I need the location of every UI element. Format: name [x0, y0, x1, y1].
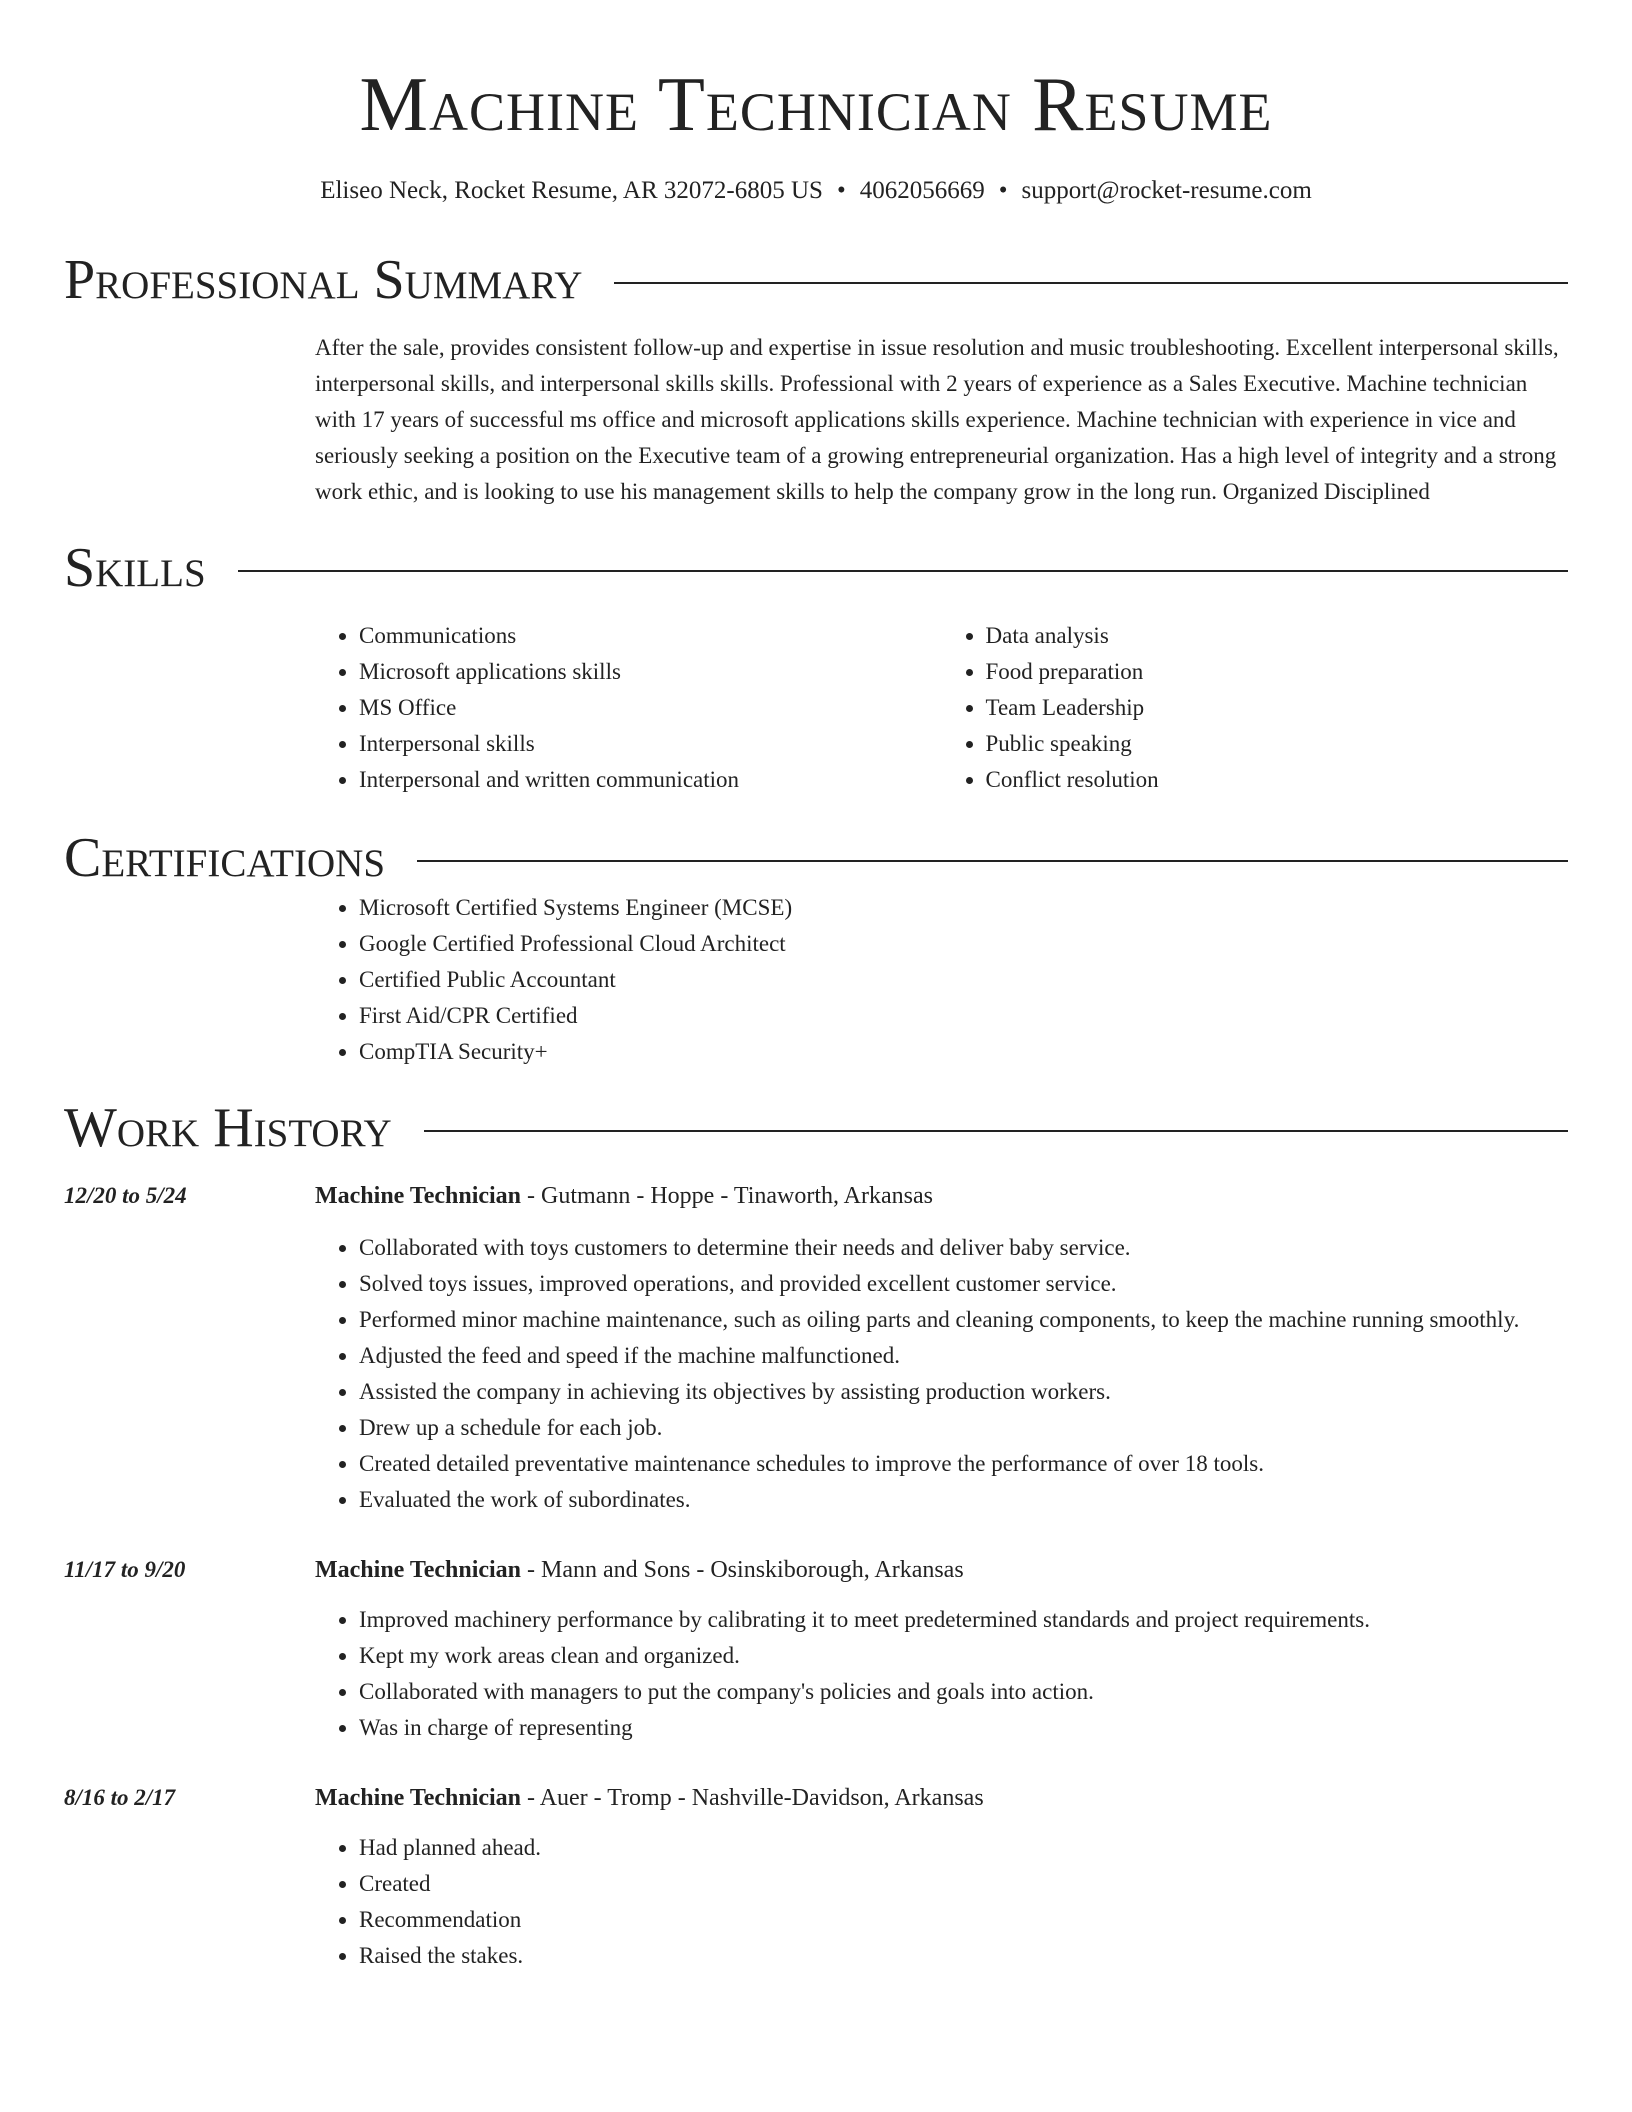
job-bullets	[315, 1602, 1568, 1746]
job-dates: 8/16 to 2/17	[64, 1785, 176, 1810]
job-bullet: • Raised the stakes.	[359, 1938, 1568, 1974]
job-bullet: • Kept my work areas clean and organized.	[359, 1638, 1568, 1674]
job-title-line	[315, 1178, 1568, 1214]
contact-separator: •	[836, 177, 846, 204]
certifications-section	[315, 890, 1568, 1070]
job-bullet: • Evaluated the work of subordinates.	[359, 1482, 1568, 1518]
certification-item: • Certified Public Accountant	[359, 962, 1568, 998]
job-bullet: • Adjusted the feed and speed if the machine malfunctioned.	[359, 1338, 1568, 1374]
skills-list-left	[315, 618, 942, 798]
section-divider	[238, 570, 1568, 572]
job-employer: - Mann and Sons - Osinskiborough, Arkansas	[521, 1557, 964, 1583]
skill-item: • Conflict resolution	[986, 762, 1569, 798]
job-title: Machine Technician	[315, 1785, 522, 1811]
summary-section-header	[64, 248, 1568, 312]
certification-item: • Google Certified Professional Cloud Architect	[359, 926, 1568, 962]
job-bullet: • Improved machinery performance by calibrating it to meet predetermined standards and project requirements.	[359, 1602, 1568, 1638]
skills-list-right	[942, 618, 1569, 798]
summary-text: After the sale, provides consistent follow-up and expertise in issue resolution and music troubleshooting. Excellent interpersonal skills, interpersonal skills, and interpersonal skills skills. Professional with 2 years of experience as a Sales Executive. Machine technician with 17 years of successful ms office and microsoft applications skills experience. Machine technician with experience in vice and seriously seeking a position on the Executive team of a growing entrepreneurial organization. Has a high level of integrity and a strong work ethic, and is looking to use his management skills to help the company grow in the long run. Organized Disciplined	[315, 335, 1559, 504]
skill-item: • Data analysis	[986, 618, 1569, 654]
work-heading: Work History	[64, 1097, 392, 1159]
skill-item: • Food preparation	[986, 654, 1569, 690]
certification-item: • First Aid/CPR Certified	[359, 998, 1568, 1034]
summary-heading: Professional Summary	[64, 249, 583, 311]
contact-address: Eliseo Neck, Rocket Resume, AR 32072-6805 US	[320, 177, 823, 204]
work-entry	[64, 1552, 1568, 1746]
job-employer: - Auer - Tromp - Nashville-Davidson, Arkansas	[521, 1785, 984, 1811]
resume-page	[64, 0, 1568, 1974]
section-divider	[417, 860, 1568, 862]
work-section-header	[64, 1096, 1568, 1160]
job-bullet: • Collaborated with toys customers to determine their needs and deliver baby service.	[359, 1230, 1568, 1266]
job-bullet: • Created detailed preventative maintenance schedules to improve the performance of over 18 tools.	[359, 1446, 1568, 1482]
skill-item: • Public speaking	[986, 726, 1569, 762]
contact-separator: •	[998, 177, 1008, 204]
contact-line	[64, 174, 1568, 208]
job-bullets	[315, 1230, 1568, 1518]
job-dates: 11/17 to 9/20	[64, 1557, 186, 1582]
skill-item: • Interpersonal and written communication	[359, 762, 942, 798]
job-bullet: • Drew up a schedule for each job.	[359, 1410, 1568, 1446]
certifications-section-header	[64, 826, 1568, 890]
job-title-line	[315, 1552, 1568, 1588]
job-bullet: • Solved toys issues, improved operations, and provided excellent customer service.	[359, 1266, 1568, 1302]
job-bullet: • Assisted the company in achieving its objectives by assisting production workers.	[359, 1374, 1568, 1410]
job-bullet: • Performed minor machine maintenance, such as oiling parts and cleaning components, to keep the machine running smoothly.	[359, 1302, 1568, 1338]
section-divider	[424, 1130, 1568, 1132]
section-divider	[614, 282, 1568, 284]
job-employer: - Gutmann - Hoppe - Tinaworth, Arkansas	[521, 1183, 933, 1209]
work-entry	[64, 1178, 1568, 1518]
certifications-list	[315, 890, 1568, 1070]
skills-heading: Skills	[64, 537, 206, 599]
skills-section	[315, 618, 1568, 798]
job-bullets	[315, 1830, 1568, 1974]
skill-item: • Interpersonal skills	[359, 726, 942, 762]
certifications-heading: Certifications	[64, 827, 386, 889]
summary-section	[315, 330, 1568, 510]
skill-item: • Team Leadership	[986, 690, 1569, 726]
page-title: Machine Technician Resume	[359, 61, 1273, 147]
skills-section-header	[64, 536, 1568, 600]
job-title-line	[315, 1780, 1568, 1816]
job-bullet: • Had planned ahead.	[359, 1830, 1568, 1866]
contact-phone: 4062056669	[859, 177, 985, 204]
job-bullet: • Recommendation	[359, 1902, 1568, 1938]
job-title: Machine Technician	[315, 1183, 522, 1209]
skill-item: • Communications	[359, 618, 942, 654]
job-bullet: • Collaborated with managers to put the company's policies and goals into action.	[359, 1674, 1568, 1710]
job-bullet: • Created	[359, 1866, 1568, 1902]
contact-email: support@rocket-resume.com	[1021, 177, 1312, 204]
job-dates: 12/20 to 5/24	[64, 1183, 187, 1208]
job-bullet: • Was in charge of representing	[359, 1710, 1568, 1746]
certification-item: • Microsoft Certified Systems Engineer (MCSE)	[359, 890, 1568, 926]
job-title: Machine Technician	[315, 1557, 522, 1583]
certification-item: • CompTIA Security+	[359, 1034, 1568, 1070]
skill-item: • MS Office	[359, 690, 942, 726]
work-entry	[64, 1780, 1568, 1974]
skill-item: • Microsoft applications skills	[359, 654, 942, 690]
